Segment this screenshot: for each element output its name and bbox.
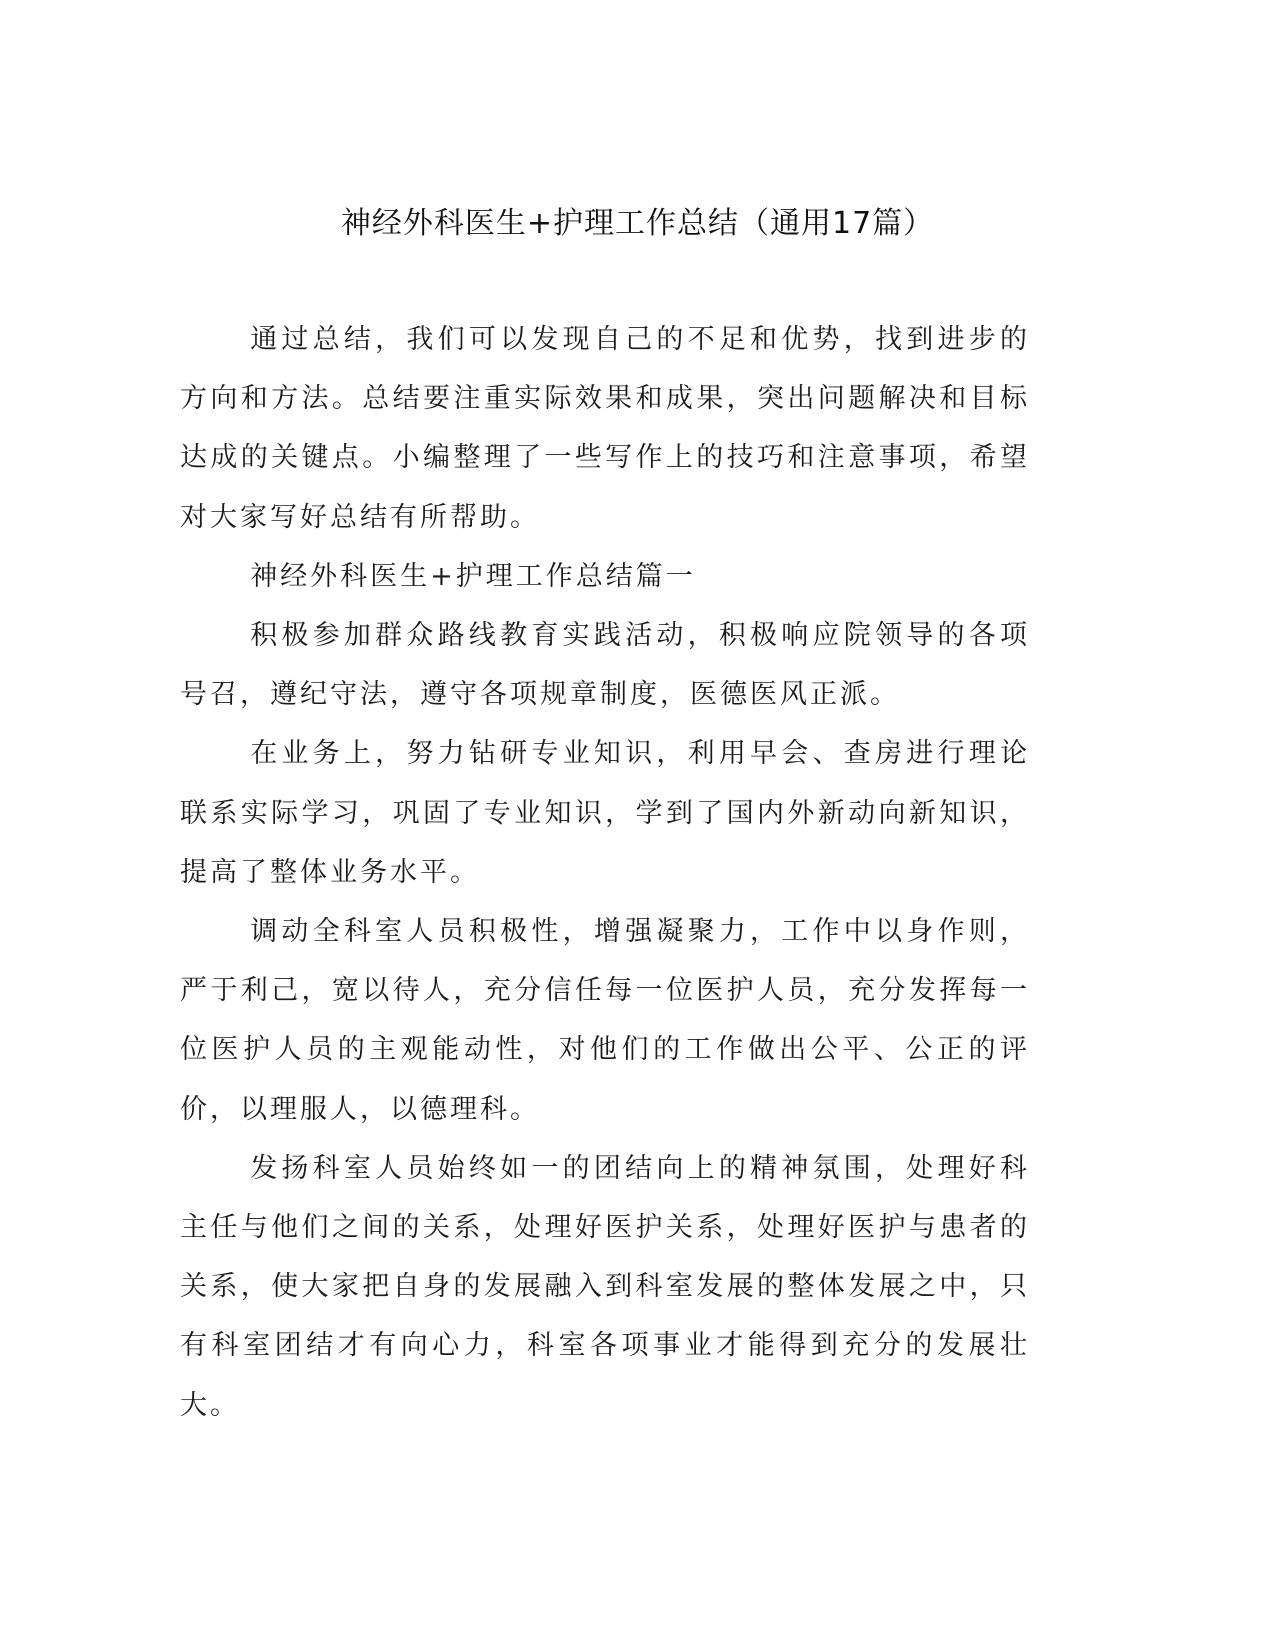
intro-paragraph: 通过总结，我们可以发现自己的不足和优势，找到进步的方向和方法。总结要注重实际效果和成果，突出问题解决和目标达成的关键点。小编整理了一些写作上的技巧和注意事项，希望对大家写好总结有所帮助。 xyxy=(180,324,1030,533)
document-body xyxy=(180,310,1030,1435)
body-paragraph: 发扬科室人员始终如一的团结向上的精神氛围，处理好科主任与他们之间的关系，处理好医护关系，处理好医护与患者的关系，使大家把自身的发展融入到科室发展的整体发展之中，只有科室团结才有向心力，科室各项事业才能得到充分的发展壮大。 xyxy=(180,1152,1030,1421)
body-paragraph: 在业务上，努力钻研专业知识，利用早会、查房进行理论联系实际学习，巩固了专业知识，学到了国内外新动向新知识，提高了整体业务水平。 xyxy=(180,738,1030,888)
document-title: 神经外科医生+护理工作总结（通用17篇） xyxy=(340,206,935,241)
body-paragraph: 调动全科室人员积极性，增强凝聚力，工作中以身作则，严于利己，宽以待人，充分信任每一位医护人员，充分发挥每一位医护人员的主观能动性，对他们的工作做出公平、公正的评价，以理服人，以德理科。 xyxy=(180,916,1030,1125)
body-paragraph: 积极参加群众路线教育实践活动，积极响应院领导的各项号召，遵纪守法，遵守各项规章制度，医德医风正派。 xyxy=(180,620,1030,711)
section-heading: 神经外科医生+护理工作总结篇一 xyxy=(250,560,696,592)
